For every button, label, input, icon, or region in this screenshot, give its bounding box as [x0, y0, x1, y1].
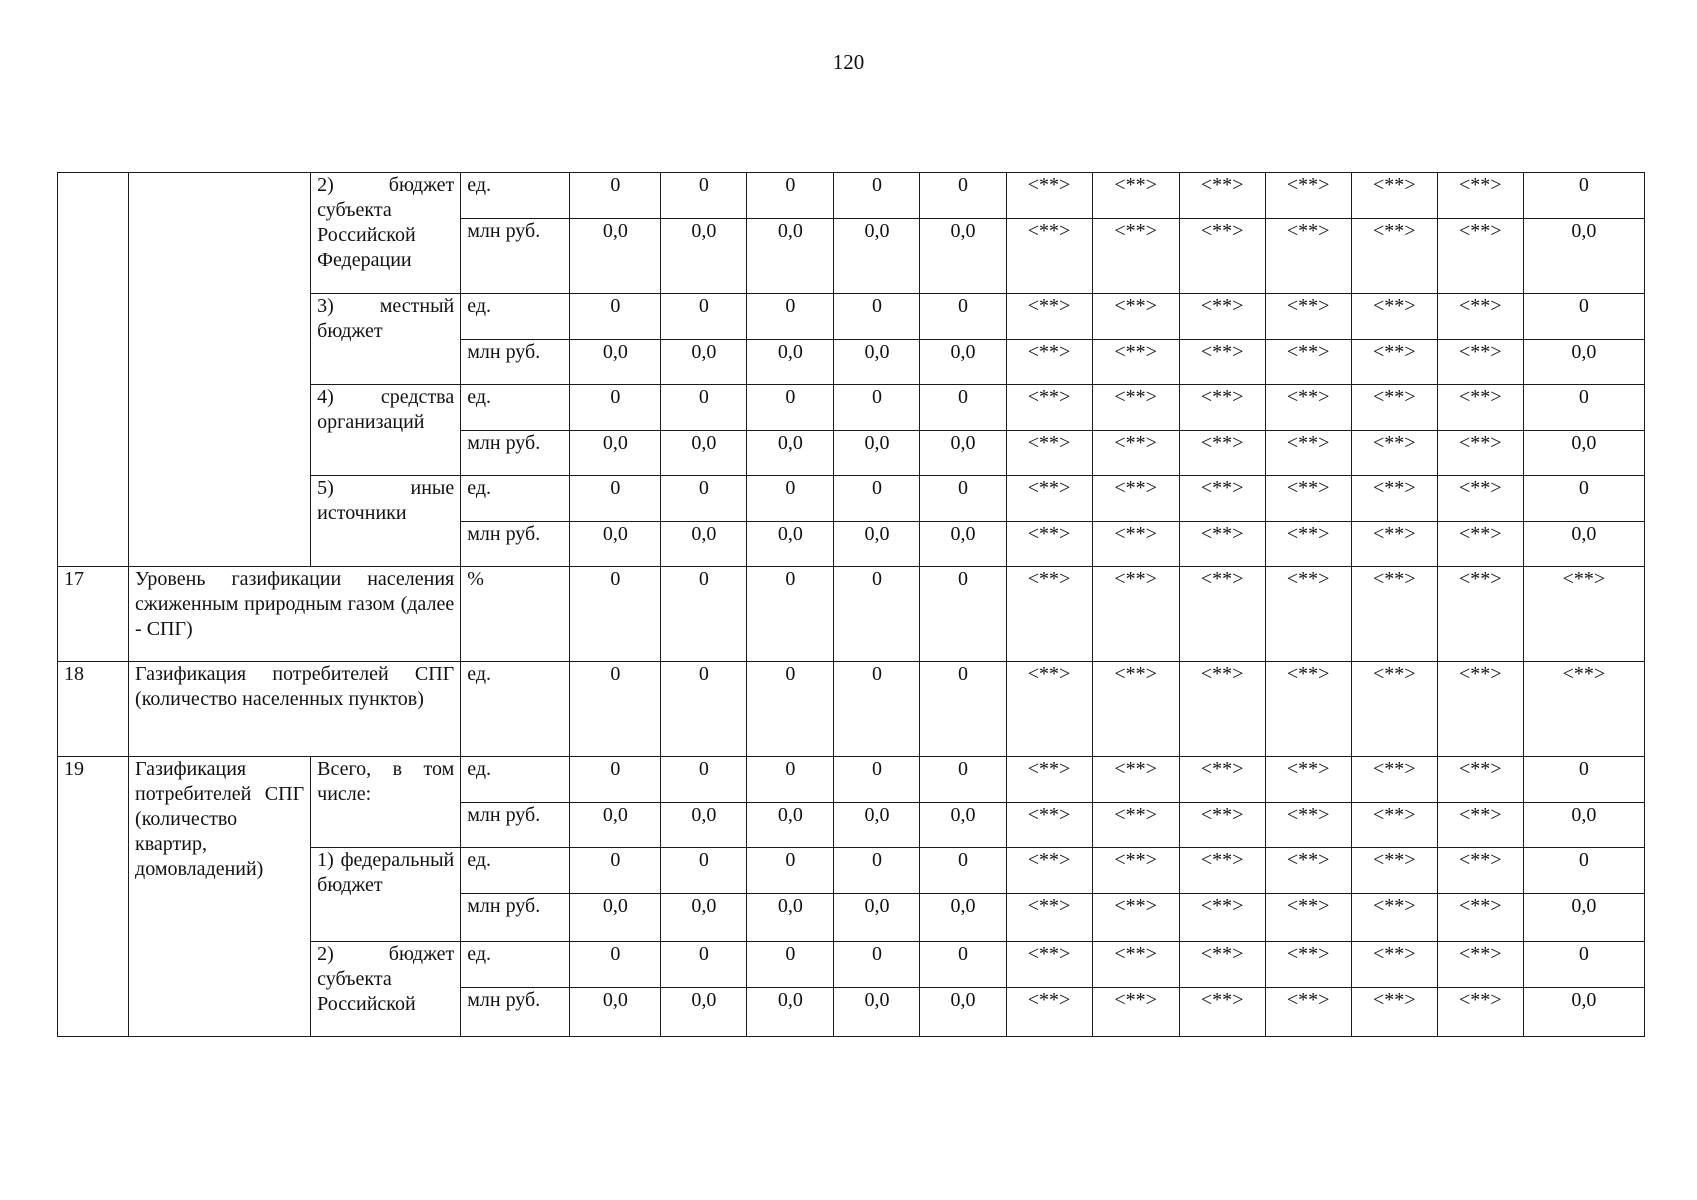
unit-cell: млн руб.	[461, 522, 570, 567]
value-cell: 0,0	[747, 803, 834, 848]
unit-cell: ед.	[461, 942, 570, 988]
value-cell: <**>	[1179, 294, 1265, 340]
value-cell: <**>	[1179, 803, 1265, 848]
value-cell: 0	[747, 848, 834, 894]
unit-cell: ед.	[461, 294, 570, 340]
value-cell: <**>	[1179, 219, 1265, 294]
value-cell: <**>	[1092, 942, 1179, 988]
value-cell: 0	[747, 294, 834, 340]
value-cell: <**>	[1437, 340, 1523, 385]
page-number: 120	[832, 50, 865, 74]
indicator-name: Уровень газификации населения сжиженным природным газом (далее - СПГ)	[129, 567, 461, 662]
value-cell: <**>	[1179, 567, 1265, 662]
value-cell: <**>	[1265, 522, 1351, 567]
value-cell: 0	[661, 173, 747, 219]
value-cell: 0	[570, 567, 661, 662]
value-cell: 0	[834, 662, 920, 757]
value-cell: <**>	[1351, 942, 1437, 988]
value-cell: 0	[661, 662, 747, 757]
value-cell: 0	[570, 757, 661, 803]
value-cell: <**>	[1092, 803, 1179, 848]
value-cell: 0,0	[834, 988, 920, 1037]
value-cell: <**>	[1351, 848, 1437, 894]
value-cell: <**>	[1179, 894, 1265, 942]
value-cell: 0,0	[920, 803, 1006, 848]
value-cell: 0	[834, 848, 920, 894]
value-cell: 0	[747, 662, 834, 757]
value-cell: <**>	[1265, 803, 1351, 848]
value-cell: <**>	[1351, 803, 1437, 848]
indicator-name	[129, 173, 311, 567]
value-cell: <**>	[1006, 894, 1092, 942]
value-cell: <**>	[1006, 522, 1092, 567]
value-cell: <**>	[1351, 567, 1437, 662]
value-cell: <**>	[1092, 662, 1179, 757]
value-cell: 0,0	[920, 894, 1006, 942]
value-cell: <**>	[1179, 848, 1265, 894]
value-cell: 0,0	[661, 431, 747, 476]
value-cell: <**>	[1265, 757, 1351, 803]
value-cell: <**>	[1351, 476, 1437, 522]
value-cell: 0	[661, 567, 747, 662]
value-cell: 0	[1523, 942, 1644, 988]
value-cell: <**>	[1265, 894, 1351, 942]
value-cell: <**>	[1179, 431, 1265, 476]
table-row	[58, 567, 1645, 662]
value-cell: 0	[834, 173, 920, 219]
value-cell: 0,0	[834, 340, 920, 385]
value-cell: 0,0	[570, 522, 661, 567]
value-cell: 0,0	[570, 988, 661, 1037]
value-cell: 0,0	[920, 219, 1006, 294]
value-cell: 0	[1523, 848, 1644, 894]
value-cell: <**>	[1265, 567, 1351, 662]
value-cell: 0	[570, 294, 661, 340]
value-cell: 0,0	[747, 340, 834, 385]
value-cell: <**>	[1351, 294, 1437, 340]
value-cell: 0	[920, 385, 1006, 431]
funding-source: 5) иные источники	[311, 476, 461, 567]
value-cell: 0,0	[834, 431, 920, 476]
unit-cell: %	[461, 567, 570, 662]
indicator-name: Газификация потребителей СПГ (количество населенных пунктов)	[129, 662, 461, 757]
value-cell: 0,0	[1523, 894, 1644, 942]
row-number	[58, 173, 129, 567]
unit-cell: млн руб.	[461, 431, 570, 476]
value-cell: 0	[834, 476, 920, 522]
value-cell: 0,0	[920, 988, 1006, 1037]
value-cell: <**>	[1179, 476, 1265, 522]
value-cell: 0,0	[834, 219, 920, 294]
value-cell: 0,0	[570, 803, 661, 848]
value-cell: 0	[1523, 757, 1644, 803]
value-cell: <**>	[1092, 431, 1179, 476]
table-row	[58, 662, 1645, 757]
value-cell: <**>	[1179, 340, 1265, 385]
value-cell: 0,0	[1523, 803, 1644, 848]
value-cell: <**>	[1523, 567, 1644, 662]
unit-cell: ед.	[461, 662, 570, 757]
value-cell: <**>	[1437, 988, 1523, 1037]
value-cell: 0	[834, 567, 920, 662]
value-cell: 0,0	[920, 431, 1006, 476]
value-cell: <**>	[1523, 662, 1644, 757]
unit-cell: млн руб.	[461, 894, 570, 942]
value-cell: 0	[747, 567, 834, 662]
table-row	[58, 173, 1645, 219]
value-cell: 0	[570, 385, 661, 431]
value-cell: <**>	[1092, 173, 1179, 219]
value-cell: 0	[570, 476, 661, 522]
value-cell: <**>	[1092, 757, 1179, 803]
value-cell: <**>	[1092, 848, 1179, 894]
value-cell: <**>	[1179, 757, 1265, 803]
value-cell: <**>	[1092, 894, 1179, 942]
value-cell: 0,0	[747, 894, 834, 942]
value-cell: 0	[570, 848, 661, 894]
unit-cell: млн руб.	[461, 340, 570, 385]
value-cell: 0,0	[1523, 431, 1644, 476]
value-cell: <**>	[1265, 662, 1351, 757]
value-cell: 0	[920, 173, 1006, 219]
value-cell: <**>	[1437, 385, 1523, 431]
value-cell: 0	[920, 476, 1006, 522]
value-cell: <**>	[1351, 385, 1437, 431]
funding-source: 2) бюджет субъекта Российской Федерации	[311, 173, 461, 294]
value-cell: <**>	[1351, 340, 1437, 385]
funding-source: Всего, в том числе:	[311, 757, 461, 848]
value-cell: <**>	[1092, 385, 1179, 431]
value-cell: 0	[661, 942, 747, 988]
value-cell: 0	[920, 294, 1006, 340]
value-cell: 0,0	[747, 219, 834, 294]
value-cell: <**>	[1437, 942, 1523, 988]
value-cell: <**>	[1179, 942, 1265, 988]
value-cell: <**>	[1265, 476, 1351, 522]
value-cell: <**>	[1265, 988, 1351, 1037]
value-cell: <**>	[1351, 522, 1437, 567]
value-cell: <**>	[1351, 894, 1437, 942]
value-cell: 0,0	[1523, 988, 1644, 1037]
unit-cell: ед.	[461, 757, 570, 803]
funding-source: 3) местный бюджет	[311, 294, 461, 385]
value-cell: 0	[747, 757, 834, 803]
value-cell: <**>	[1437, 803, 1523, 848]
funding-source: 4) средства организаций	[311, 385, 461, 476]
value-cell: 0	[920, 567, 1006, 662]
value-cell: 0	[661, 294, 747, 340]
value-cell: <**>	[1092, 476, 1179, 522]
value-cell: <**>	[1437, 894, 1523, 942]
value-cell: 0	[1523, 173, 1644, 219]
value-cell: <**>	[1437, 476, 1523, 522]
value-cell: 0	[834, 294, 920, 340]
value-cell: 0,0	[747, 988, 834, 1037]
row-number: 18	[58, 662, 129, 757]
value-cell: <**>	[1265, 848, 1351, 894]
value-cell: 0,0	[661, 340, 747, 385]
value-cell: 0	[661, 385, 747, 431]
value-cell: 0,0	[1523, 340, 1644, 385]
value-cell: 0,0	[661, 894, 747, 942]
value-cell: <**>	[1092, 219, 1179, 294]
value-cell: 0,0	[661, 988, 747, 1037]
indicator-name: Газификация потребителей СПГ (количество квартир, домовладений)	[129, 757, 311, 1037]
value-cell: <**>	[1006, 662, 1092, 757]
value-cell: 0	[920, 942, 1006, 988]
row-number: 19	[58, 757, 129, 1037]
value-cell: <**>	[1351, 662, 1437, 757]
value-cell: <**>	[1006, 173, 1092, 219]
value-cell: 0	[834, 757, 920, 803]
value-cell: <**>	[1265, 294, 1351, 340]
value-cell: <**>	[1006, 219, 1092, 294]
unit-cell: ед.	[461, 848, 570, 894]
value-cell: 0,0	[661, 219, 747, 294]
value-cell: 0	[747, 476, 834, 522]
value-cell: 0,0	[920, 522, 1006, 567]
value-cell: 0,0	[747, 431, 834, 476]
value-cell: <**>	[1265, 219, 1351, 294]
value-cell: <**>	[1179, 988, 1265, 1037]
value-cell: <**>	[1437, 522, 1523, 567]
value-cell: 0,0	[661, 522, 747, 567]
value-cell: 0	[661, 848, 747, 894]
value-cell: <**>	[1092, 567, 1179, 662]
funding-source: 1) федеральный бюджет	[311, 848, 461, 942]
value-cell: 0	[747, 385, 834, 431]
value-cell: <**>	[1265, 942, 1351, 988]
value-cell: <**>	[1006, 988, 1092, 1037]
value-cell: <**>	[1006, 567, 1092, 662]
value-cell: <**>	[1179, 173, 1265, 219]
value-cell: <**>	[1006, 294, 1092, 340]
value-cell: <**>	[1351, 219, 1437, 294]
value-cell: <**>	[1179, 522, 1265, 567]
value-cell: <**>	[1006, 431, 1092, 476]
value-cell: <**>	[1265, 340, 1351, 385]
value-cell: <**>	[1265, 173, 1351, 219]
value-cell: 0	[661, 476, 747, 522]
value-cell: 0	[834, 385, 920, 431]
value-cell: <**>	[1092, 340, 1179, 385]
value-cell: 0,0	[570, 219, 661, 294]
value-cell: 0,0	[570, 894, 661, 942]
value-cell: <**>	[1437, 173, 1523, 219]
table-row	[58, 757, 1645, 803]
unit-cell: ед.	[461, 173, 570, 219]
value-cell: <**>	[1265, 385, 1351, 431]
value-cell: 0	[834, 942, 920, 988]
value-cell: 0	[570, 173, 661, 219]
value-cell: 0,0	[570, 431, 661, 476]
value-cell: <**>	[1437, 757, 1523, 803]
value-cell: 0,0	[661, 803, 747, 848]
value-cell: <**>	[1006, 385, 1092, 431]
value-cell: <**>	[1351, 173, 1437, 219]
value-cell: 0	[747, 173, 834, 219]
value-cell: 0	[661, 757, 747, 803]
value-cell: <**>	[1006, 340, 1092, 385]
value-cell: 0,0	[1523, 522, 1644, 567]
value-cell: <**>	[1006, 803, 1092, 848]
unit-cell: млн руб.	[461, 803, 570, 848]
value-cell: 0	[570, 942, 661, 988]
value-cell: <**>	[1437, 294, 1523, 340]
value-cell: 0	[747, 942, 834, 988]
value-cell: <**>	[1179, 385, 1265, 431]
value-cell: 0,0	[920, 340, 1006, 385]
value-cell: <**>	[1179, 662, 1265, 757]
value-cell: 0,0	[570, 340, 661, 385]
value-cell: <**>	[1437, 431, 1523, 476]
value-cell: <**>	[1437, 219, 1523, 294]
unit-cell: млн руб.	[461, 219, 570, 294]
funding-source: 2) бюджет субъекта Российской	[311, 942, 461, 1037]
unit-cell: ед.	[461, 476, 570, 522]
value-cell: 0	[1523, 385, 1644, 431]
value-cell: <**>	[1437, 567, 1523, 662]
value-cell: <**>	[1006, 848, 1092, 894]
value-cell: 0	[1523, 294, 1644, 340]
value-cell: 0,0	[1523, 219, 1644, 294]
indicators-table	[57, 172, 1645, 1037]
value-cell: <**>	[1092, 988, 1179, 1037]
value-cell: <**>	[1351, 431, 1437, 476]
value-cell: 0	[920, 757, 1006, 803]
value-cell: 0	[570, 662, 661, 757]
value-cell: <**>	[1092, 294, 1179, 340]
value-cell: 0	[920, 662, 1006, 757]
value-cell: <**>	[1437, 662, 1523, 757]
value-cell: 0,0	[834, 894, 920, 942]
value-cell: <**>	[1437, 848, 1523, 894]
unit-cell: ед.	[461, 385, 570, 431]
value-cell: <**>	[1006, 942, 1092, 988]
row-number: 17	[58, 567, 129, 662]
value-cell: <**>	[1006, 476, 1092, 522]
value-cell: 0	[920, 848, 1006, 894]
value-cell: <**>	[1006, 757, 1092, 803]
unit-cell: млн руб.	[461, 988, 570, 1037]
value-cell: 0,0	[834, 522, 920, 567]
value-cell: 0,0	[747, 522, 834, 567]
value-cell: <**>	[1351, 988, 1437, 1037]
value-cell: 0	[1523, 476, 1644, 522]
value-cell: <**>	[1351, 757, 1437, 803]
value-cell: 0,0	[834, 803, 920, 848]
value-cell: <**>	[1092, 522, 1179, 567]
value-cell: <**>	[1265, 431, 1351, 476]
